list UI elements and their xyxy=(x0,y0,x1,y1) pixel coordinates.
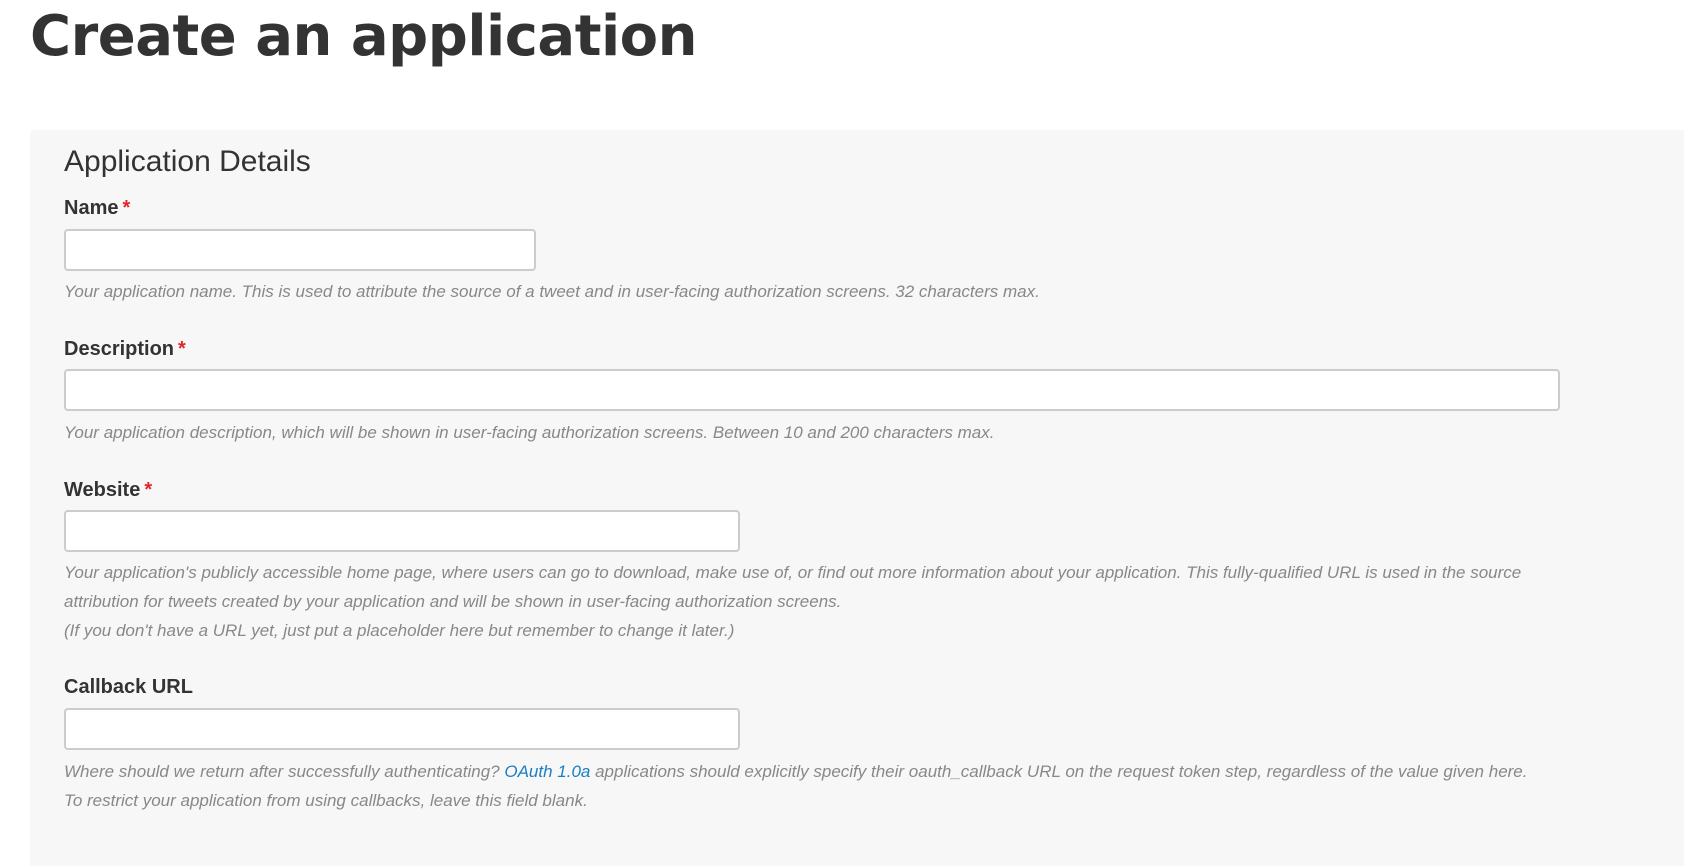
description-help-text: Your application description, which will be shown in user-facing authorization screens. Between 10 and 200 characters max. xyxy=(64,423,995,442)
application-details-panel xyxy=(30,130,1684,866)
website-help-line-2: (If you don't have a URL yet, just put a placeholder here but remember to change it later.) xyxy=(64,621,735,640)
callback-url-label-text: Callback URL xyxy=(64,676,193,698)
description-label-text: Description xyxy=(64,338,175,360)
section-title: Application Details xyxy=(64,145,311,178)
name-input[interactable] xyxy=(64,229,536,271)
name-label-text: Name xyxy=(64,197,119,219)
name-required-marker: * xyxy=(122,197,131,219)
callback-help-after-link: applications should explicitly specify their oauth_callback URL on the request token step, regardless of the value given here. To restrict your application from using callbacks, leave this field blank. xyxy=(64,762,1528,810)
oauth-link[interactable]: OAuth 1.0a xyxy=(504,762,591,781)
website-label xyxy=(64,478,152,502)
website-help-text xyxy=(64,558,1544,645)
website-label-text: Website xyxy=(64,479,141,501)
name-help-text: Your application name. This is used to attribute the source of a tweet and in user-facing authorization screens. 32 characters max. xyxy=(64,282,1040,301)
website-help-line-1: Your application's publicly accessible home page, where users can go to download, make use of, or find out more information about your application. This fully-qualified URL is used in the source attribution for tweets created by your application and will be shown in user-facing authorization screens. xyxy=(64,563,1522,611)
name-label xyxy=(64,196,130,220)
website-input[interactable] xyxy=(64,510,740,552)
callback-url-label xyxy=(64,675,193,699)
callback-help-before-link: Where should we return after successfully authenticating? xyxy=(64,762,505,781)
callback-url-help-text xyxy=(64,757,1544,815)
callback-url-input[interactable] xyxy=(64,708,740,750)
description-required-marker: * xyxy=(178,338,186,360)
description-input[interactable] xyxy=(64,369,1560,411)
website-required-marker: * xyxy=(144,479,153,501)
page-title: Create an application xyxy=(30,4,698,69)
description-label xyxy=(64,337,186,361)
